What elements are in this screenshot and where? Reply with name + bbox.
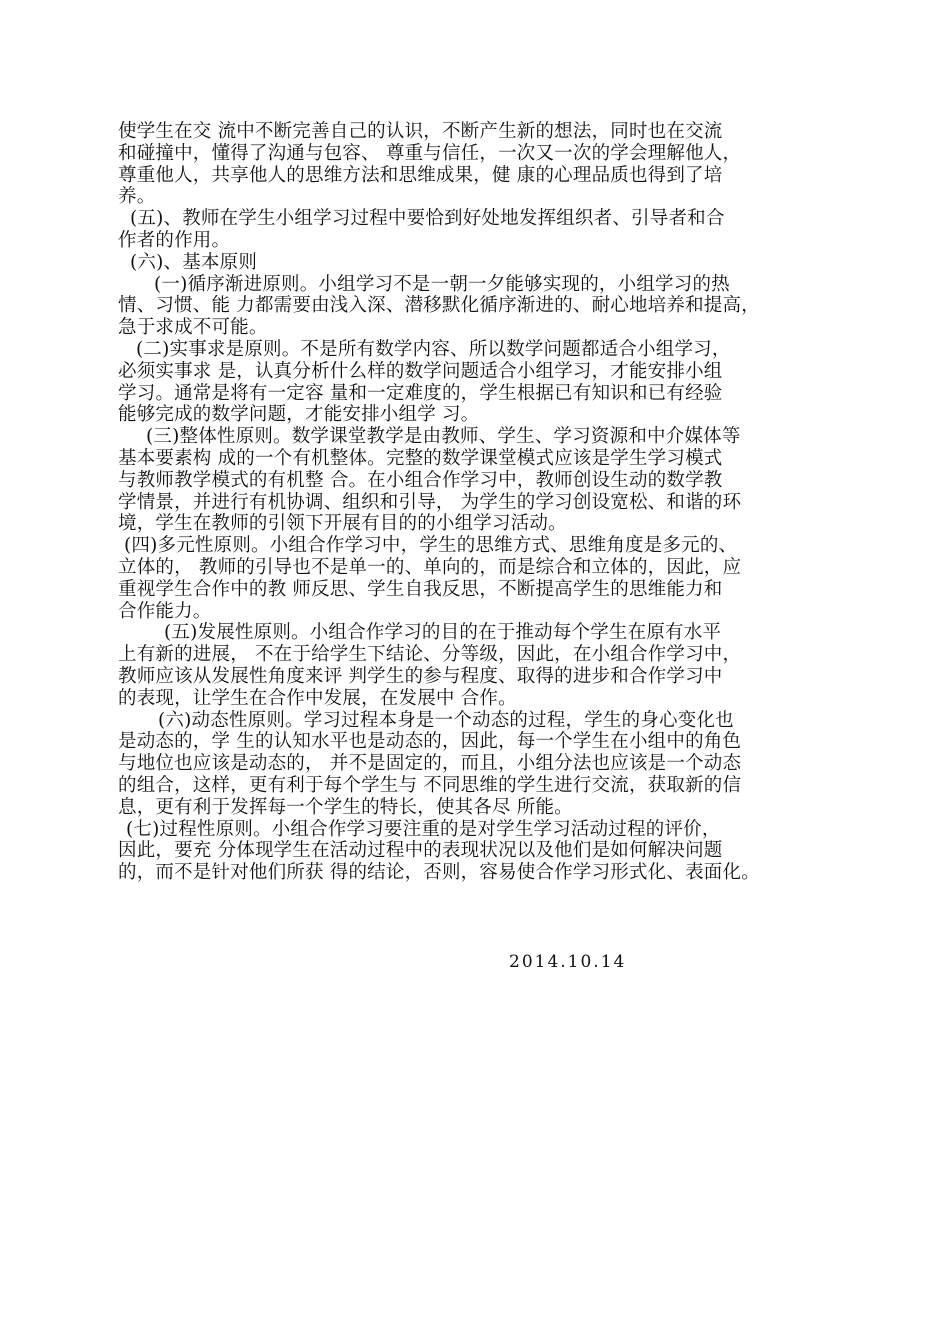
text-line: 作者的作用。: [118, 229, 231, 251]
text-line: 合作能力。: [118, 600, 212, 622]
text-line: 上有新的进展， 不在于给学生下结论、分等级，因此，在小组合作学习中，: [118, 644, 742, 666]
text-line: 因此，要充 分体现学生在活动过程中的表现状况以及他们是如何解决问题: [118, 840, 723, 862]
text-line: 重视学生合作中的教 师反思、学生自我反思，不断提高学生的思维能力和: [118, 578, 723, 600]
text-line: 和碰撞中，懂得了沟通与包容、 尊重与信任，一次又一次的学会理解他人，: [118, 142, 742, 164]
text-line: 尊重他人，共享他人的思维方法和思维成果，健 康的心理品质也得到了培: [118, 164, 723, 186]
text-line: 能够完成的数学问题，才能安排小组学 习。: [118, 404, 480, 426]
text-line: 急于求成不可能。: [118, 317, 268, 339]
text-line: 的，而不是针对他们所获 得的结论，否则，容易使合作学习形式化、表面化。: [118, 862, 760, 884]
principle-heading: (一)循序渐进原则。小组学习不是一朝一夕能够实现的，小组学习的热: [154, 273, 730, 295]
principle-heading: (二)实事求是原则。不是所有数学内容、所以数学问题都适合小组学习，: [136, 338, 731, 360]
document-date: 2014.10.14: [509, 952, 627, 972]
text-line: 是动态的，学 生的认知水平也是动态的，因此，每一个学生在小组中的角色: [118, 731, 742, 753]
body-text: [118, 121, 850, 884]
text-line: 与教师教学模式的有机整 合。在小组合作学习中，教师创设生动的数学教: [118, 469, 723, 491]
text-line: 与地位也应该是动态的， 并不是固定的，而且，小组分法也应该是一个动态: [118, 753, 742, 775]
text-line: 必须实事求 是，认真分析什么样的数学问题适合小组学习，才能安排小组: [118, 360, 723, 382]
text-line: 的表现，让学生在合作中发展，在发展中 合作。: [118, 687, 517, 709]
text-line: 境，学生在教师的引领下开展有目的的小组学习活动。: [118, 513, 567, 535]
principle-heading: (四)多元性原则。小组合作学习中，学生的思维方式、思维角度是多元的、: [124, 535, 738, 557]
section-heading: (五)、教师在学生小组学习过程中要恰到好处地发挥组织者、引导者和合: [130, 208, 725, 230]
text-line: 学情景，并进行有机协调、组织和引导， 为学生的学习创设宽松、和谐的环: [118, 491, 742, 513]
principle-heading: (三)整体性原则。数学课堂教学是由教师、学生、学习资源和中介媒体等: [146, 426, 741, 448]
text-line: 的组合，这样，更有利于每个学生与 不同思维的学生进行交流，获取新的信: [118, 774, 742, 796]
text-line: 立体的， 教师的引导也不是单一的、单向的，而是综合和立体的，因此，应: [118, 556, 742, 578]
text-line: 息，更有利于发挥每一个学生的特长，使其各尽 所能。: [118, 796, 573, 818]
principle-heading: (五)发展性原则。小组合作学习的目的在于推动每个学生在原有水平: [164, 622, 722, 644]
text-line: 基本要素构 成的一个有机整体。完整的数学课堂模式应该是学生学习模式: [118, 447, 723, 469]
section-heading: (六)、基本原则: [130, 251, 258, 273]
text-line: 使学生在交 流中不断完善自己的认识，不断产生新的想法，同时也在交流: [118, 121, 723, 142]
text-line: 教师应该从发展性角度来评 判学生的参与程度、取得的进步和合作学习中: [118, 665, 723, 687]
text-line: 情、习惯、能 力都需要由浅入深、潜移默化循序渐进的、耐心地培养和提高，: [118, 295, 760, 317]
text-line: 学习。通常是将有一定容 量和一定难度的，学生根据已有知识和已有经验: [118, 382, 723, 404]
text-line: 养。: [118, 186, 156, 208]
principle-heading: (六)动态性原则。学习过程本身是一个动态的过程，学生的身心变化也: [158, 709, 734, 731]
principle-heading: (七)过程性原则。小组合作学习要注重的是对学生学习活动过程的评价，: [126, 818, 721, 840]
